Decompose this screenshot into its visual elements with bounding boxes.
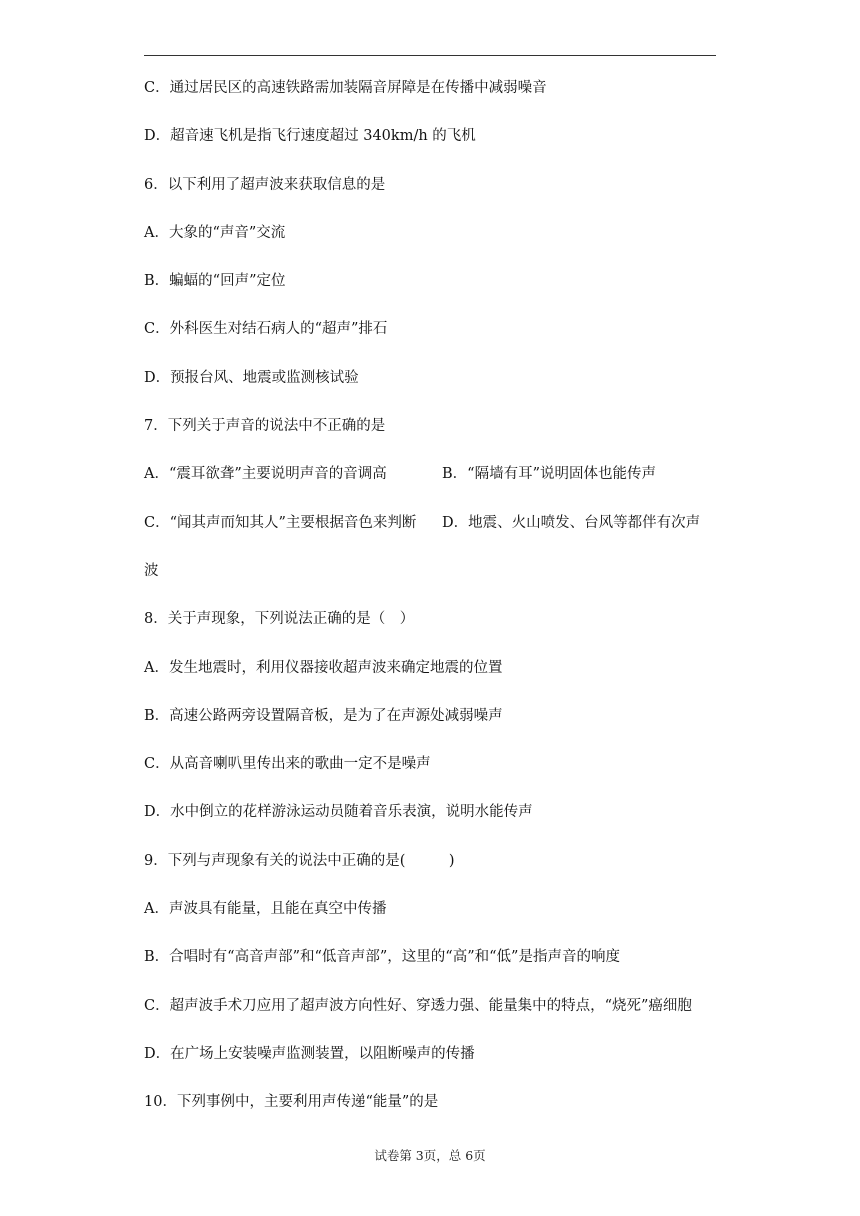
q8-option-d: D．水中倒立的花样游泳运动员随着音乐表演，说明水能传声 bbox=[144, 804, 533, 821]
q7-option-c: C．“闻其声而知其人”主要根据音色来判断 bbox=[144, 514, 417, 531]
q7-stem: 7．下列关于声音的说法中不正确的是 bbox=[144, 418, 386, 435]
header-rule bbox=[144, 55, 716, 56]
page-body bbox=[144, 74, 716, 1137]
q9-option-d: D．在广场上安装噪声监测装置，以阻断噪声的传播 bbox=[144, 1045, 475, 1062]
q6-option-b: B．蝙蝠的“回声”定位 bbox=[144, 273, 286, 290]
q7-option-a: A．“震耳欲聋”主要说明声音的音调高 bbox=[144, 466, 387, 483]
q8-option-a: A．发生地震时，利用仪器接收超声波来确定地震的位置 bbox=[144, 659, 503, 676]
q9-option-b: B．合唱时有“高音声部”和“低音声部”，这里的“高”和“低”是指声音的响度 bbox=[144, 949, 620, 966]
q7-options-row-2 bbox=[144, 509, 716, 585]
q7-options-row-1 bbox=[144, 460, 716, 488]
q8-option-b: B．高速公路两旁设置隔音板，是为了在声源处减弱噪声 bbox=[144, 707, 503, 724]
q6-option-a: A．大象的“声音”交流 bbox=[144, 224, 286, 241]
q6-stem: 6．以下利用了超声波来获取信息的是 bbox=[144, 176, 386, 193]
q9-stem: 9．下列与声现象有关的说法中正确的是( ) bbox=[144, 852, 455, 869]
q8-option-c: C．从高音喇叭里传出来的歌曲一定不是噪声 bbox=[144, 756, 431, 773]
page-footer: 试卷第 3页，总 6页 bbox=[374, 1148, 486, 1163]
q9-option-a: A．声波具有能量，且能在真空中传播 bbox=[144, 901, 387, 918]
q6-option-d: D．预报台风、地震或监测核试验 bbox=[144, 369, 359, 386]
q7-option-b: B．“隔墙有耳”说明固体也能传声 bbox=[442, 466, 656, 483]
q9-option-c: C．超声波手术刀应用了超声波方向性好、穿透力强、能量集中的特点，“烧死”癌细胞 bbox=[144, 997, 692, 1014]
q7-option-d: D．地震、火山喷发、台风等都伴有次声 bbox=[442, 514, 701, 531]
q5-option-d: D．超音速飞机是指飞行速度超过 340km/h 的飞机 bbox=[144, 128, 476, 145]
q7-option-d-continued: 波 bbox=[144, 562, 159, 579]
q5-option-c: C．通过居民区的高速铁路需加装隔音屏障是在传播中减弱噪音 bbox=[144, 80, 547, 96]
q8-stem: 8．关于声现象，下列说法正确的是（ ） bbox=[144, 611, 415, 628]
q6-option-c: C．外科医生对结石病人的“超声”排石 bbox=[144, 321, 388, 338]
q10-stem: 10．下列事例中，主要利用声传递“能量”的是 bbox=[144, 1094, 439, 1111]
